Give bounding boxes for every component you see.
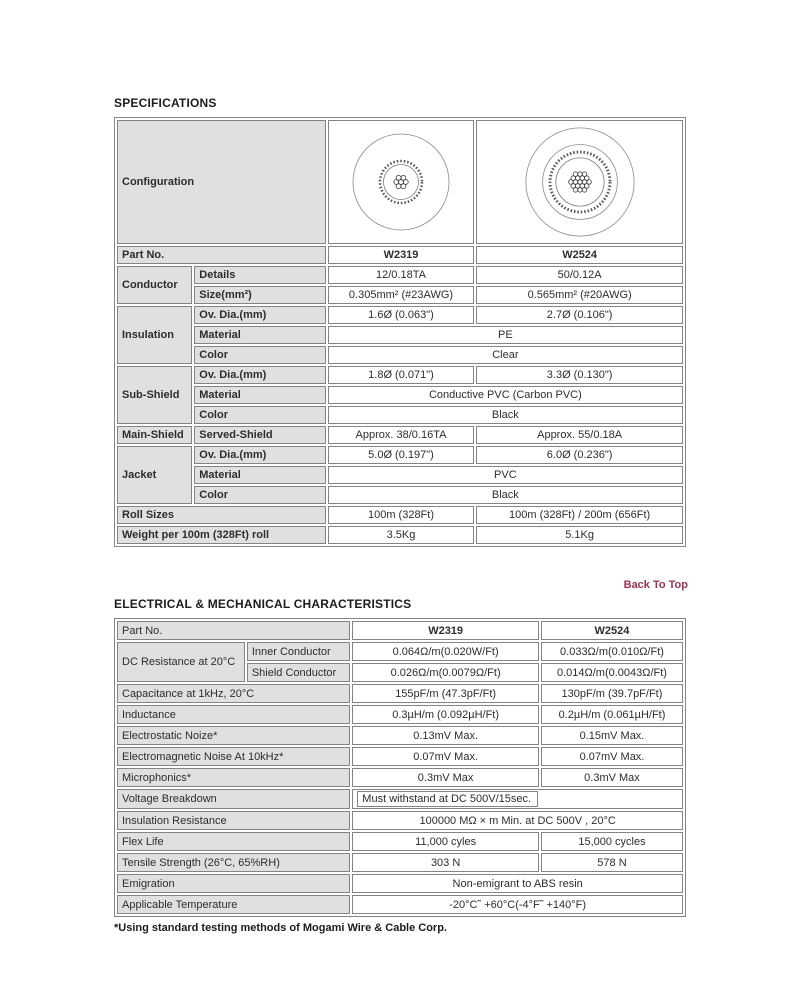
- row-configuration: [117, 120, 683, 244]
- served-shield-w2319: Approx. 38/0.16TA: [328, 426, 475, 444]
- electromagnetic-w2524: 0.07mV Max.: [541, 747, 683, 766]
- shield-conductor-w2319: 0.026Ω/m(0.0079Ω/Ft): [352, 663, 539, 682]
- footnote: *Using standard testing methods of Mogami Wire & Cable Corp.: [114, 922, 447, 934]
- row-tensile-strength: [117, 853, 683, 872]
- roll-sizes-w2524: 100m (328Ft) / 200m (656Ft): [476, 506, 683, 524]
- electrostatic-label: Electrostatic Noize*: [117, 726, 350, 745]
- cable-cross-section-w2524-icon: [520, 122, 640, 242]
- electrostatic-w2319: 0.13mV Max.: [352, 726, 539, 745]
- applicable-temperature-label: Applicable Temperature: [117, 895, 350, 914]
- row-microphonics: [117, 768, 683, 787]
- jacket-label: Jacket: [117, 446, 192, 504]
- microphonics-label: Microphonics*: [117, 768, 350, 787]
- details-w2524: 50/0.12A: [476, 266, 683, 284]
- emigration-label: Emigration: [117, 874, 350, 893]
- subshield-material-value: Conductive PVC (Carbon PVC): [328, 386, 683, 404]
- back-to-top-link[interactable]: Back To Top: [623, 579, 688, 591]
- part-no-w2319: W2319: [328, 246, 475, 264]
- voltage-breakdown-value: Must withstand at DC 500V/15sec.: [357, 791, 538, 807]
- row-emigration: [117, 874, 683, 893]
- subshield-ovdia-label: Ov. Dia.(mm): [194, 366, 325, 384]
- jacket-color-label: Color: [194, 486, 325, 504]
- inductance-w2319: 0.3µH/m (0.092µH/Ft): [352, 705, 539, 724]
- emigration-value: Non-emigrant to ABS resin: [352, 874, 683, 893]
- configuration-cell-w2524: [476, 120, 683, 244]
- served-shield-label: Served-Shield: [194, 426, 325, 444]
- row-conductor-size: [117, 286, 683, 304]
- back-to-top-row: [114, 575, 688, 589]
- details-w2319: 12/0.18TA: [328, 266, 475, 284]
- row-voltage-breakdown: [117, 789, 683, 809]
- microphonics-w2319: 0.3mV Max: [352, 768, 539, 787]
- row-insulation-color: [117, 346, 683, 364]
- shield-conductor-w2524: 0.014Ω/m(0.0043Ω/Ft): [541, 663, 683, 682]
- jacket-dia-w2319: 5.0Ø (0.197"): [328, 446, 475, 464]
- tensile-strength-w2524: 578 N: [541, 853, 683, 872]
- electrical-section: [114, 597, 688, 934]
- elec-part-no-w2319: W2319: [352, 621, 539, 640]
- jacket-ovdia-label: Ov. Dia.(mm): [194, 446, 325, 464]
- size-w2319: 0.305mm² (#23AWG): [328, 286, 475, 304]
- row-subshield-color: [117, 406, 683, 424]
- insulation-ovdia-label: Ov. Dia.(mm): [194, 306, 325, 324]
- jacket-color-value: Black: [328, 486, 683, 504]
- specifications-heading: SPECIFICATIONS: [114, 96, 217, 110]
- jacket-material-value: PVC: [328, 466, 683, 484]
- row-jacket-dia: [117, 446, 683, 464]
- insulation-color-label: Color: [194, 346, 325, 364]
- row-electromagnetic: [117, 747, 683, 766]
- insulation-resistance-label: Insulation Resistance: [117, 811, 350, 830]
- row-insulation-material: [117, 326, 683, 344]
- insulation-label: Insulation: [117, 306, 192, 364]
- electrical-heading: ELECTRICAL & MECHANICAL CHARACTERISTICS: [114, 597, 412, 611]
- flex-life-label: Flex Life: [117, 832, 350, 851]
- electromagnetic-label: Electromagnetic Noise At 10kHz*: [117, 747, 350, 766]
- inductance-w2524: 0.2µH/m (0.061µH/Ft): [541, 705, 683, 724]
- row-roll-sizes: [117, 506, 683, 524]
- insulation-material-label: Material: [194, 326, 325, 344]
- row-flex-life: [117, 832, 683, 851]
- insulation-dia-w2319: 1.6Ø (0.063"): [328, 306, 475, 324]
- roll-sizes-label: Roll Sizes: [117, 506, 326, 524]
- roll-sizes-w2319: 100m (328Ft): [328, 506, 475, 524]
- elec-part-no-w2524: W2524: [541, 621, 683, 640]
- row-electrostatic: [117, 726, 683, 745]
- shield-conductor-label: Shield Conductor: [247, 663, 350, 682]
- insulation-resistance-value: 100000 MΩ × m Min. at DC 500V , 20°C: [352, 811, 683, 830]
- capacitance-label: Capacitance at 1kHz, 20°C: [117, 684, 350, 703]
- size-label: Size(mm²): [194, 286, 325, 304]
- inductance-label: Inductance: [117, 705, 350, 724]
- row-part-no: [117, 246, 683, 264]
- row-elec-part-no: [117, 621, 683, 640]
- jacket-material-label: Material: [194, 466, 325, 484]
- elec-part-no-label: Part No.: [117, 621, 350, 640]
- row-capacitance: [117, 684, 683, 703]
- inner-conductor-w2524: 0.033Ω/m(0.010Ω/Ft): [541, 642, 683, 661]
- row-subshield-dia: [117, 366, 683, 384]
- sub-shield-label: Sub-Shield: [117, 366, 192, 424]
- row-main-shield: [117, 426, 683, 444]
- capacitance-w2524: 130pF/m (39.7pF/Ft): [541, 684, 683, 703]
- part-no-w2524: W2524: [476, 246, 683, 264]
- inner-conductor-w2319: 0.064Ω/m(0.020W/Ft): [352, 642, 539, 661]
- row-weight: [117, 526, 683, 544]
- weight-w2319: 3.5Kg: [328, 526, 475, 544]
- electrical-table: [114, 618, 686, 917]
- tensile-strength-label: Tensile Strength (26°C, 65%RH): [117, 853, 350, 872]
- specifications-table: [114, 117, 686, 547]
- microphonics-w2524: 0.3mV Max: [541, 768, 683, 787]
- subshield-color-value: Black: [328, 406, 683, 424]
- electrostatic-w2524: 0.15mV Max.: [541, 726, 683, 745]
- configuration-label: Configuration: [117, 120, 326, 244]
- row-jacket-material: [117, 466, 683, 484]
- part-no-label: Part No.: [117, 246, 326, 264]
- insulation-color-value: Clear: [328, 346, 683, 364]
- capacitance-w2319: 155pF/m (47.3pF/Ft): [352, 684, 539, 703]
- insulation-material-value: PE: [328, 326, 683, 344]
- flex-life-w2319: 11,000 cyles: [352, 832, 539, 851]
- flex-life-w2524: 15,000 cycles: [541, 832, 683, 851]
- row-insulation-resistance: [117, 811, 683, 830]
- subshield-dia-w2319: 1.8Ø (0.071"): [328, 366, 475, 384]
- served-shield-w2524: Approx. 55/0.18A: [476, 426, 683, 444]
- applicable-temperature-value: -20°C˜ +60°C(-4°F˜ +140°F): [352, 895, 683, 914]
- row-subshield-material: [117, 386, 683, 404]
- dc-resistance-label: DC Resistance at 20°C: [117, 642, 245, 682]
- row-applicable-temperature: [117, 895, 683, 914]
- insulation-dia-w2524: 2.7Ø (0.106"): [476, 306, 683, 324]
- row-insulation-dia: [117, 306, 683, 324]
- voltage-breakdown-label: Voltage Breakdown: [117, 789, 350, 809]
- electromagnetic-w2319: 0.07mV Max.: [352, 747, 539, 766]
- voltage-breakdown-cell: [352, 789, 683, 809]
- conductor-label: Conductor: [117, 266, 192, 304]
- page-content: [114, 96, 688, 934]
- subshield-color-label: Color: [194, 406, 325, 424]
- weight-w2524: 5.1Kg: [476, 526, 683, 544]
- weight-label: Weight per 100m (328Ft) roll: [117, 526, 326, 544]
- subshield-material-label: Material: [194, 386, 325, 404]
- details-label: Details: [194, 266, 325, 284]
- configuration-cell-w2319: [328, 120, 475, 244]
- row-inductance: [117, 705, 683, 724]
- size-w2524: 0.565mm² (#20AWG): [476, 286, 683, 304]
- main-shield-label: Main-Shield: [117, 426, 192, 444]
- cable-cross-section-w2319-icon: [341, 122, 461, 242]
- jacket-dia-w2524: 6.0Ø (0.236"): [476, 446, 683, 464]
- tensile-strength-w2319: 303 N: [352, 853, 539, 872]
- row-conductor-details: [117, 266, 683, 284]
- inner-conductor-label: Inner Conductor: [247, 642, 350, 661]
- subshield-dia-w2524: 3.3Ø (0.130"): [476, 366, 683, 384]
- row-jacket-color: [117, 486, 683, 504]
- row-dc-inner: [117, 642, 683, 661]
